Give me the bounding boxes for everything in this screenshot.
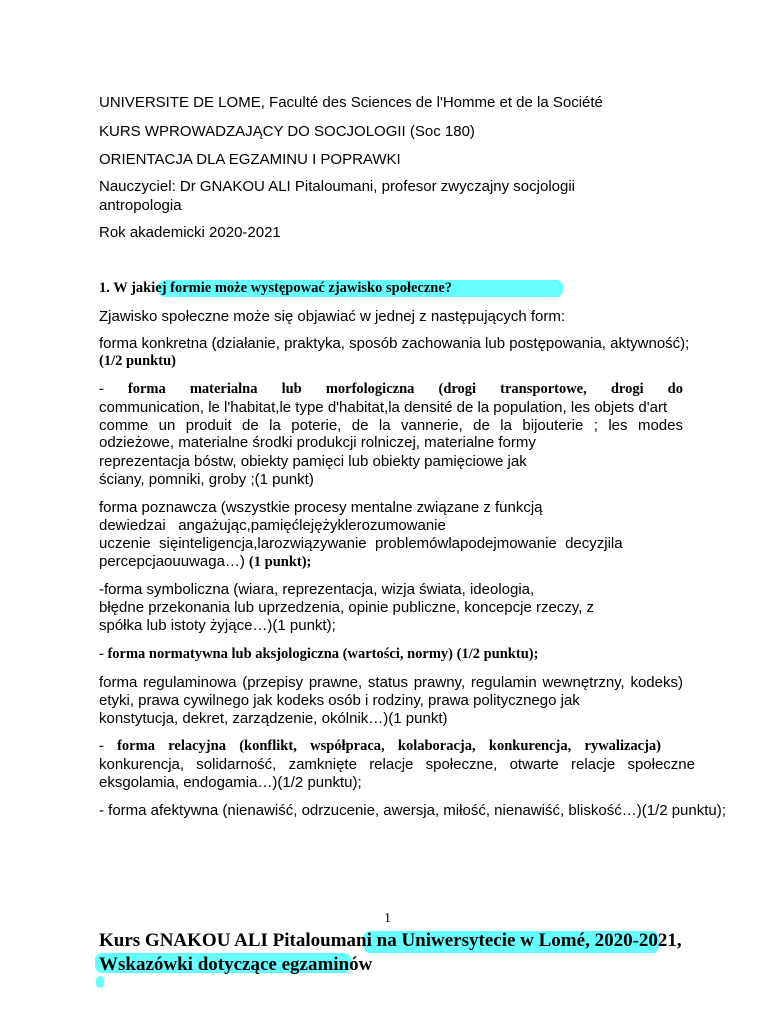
normative-form: - forma normatywna lub aksjologiczna (wartości, normy) (1/2 punktu); xyxy=(99,646,539,662)
cognitive-form-points: (1 punkt); xyxy=(248,554,312,570)
course-title: KURS WPROWADZAJĄCY DO SOCJOLOGII (Soc 180) xyxy=(99,123,475,140)
regulatory-form-line-2: etyki, prawa cywilnego jak kodeks osób i rodziny, prawa politycznego jak xyxy=(99,692,580,709)
material-form-line-4: odzieżowe, materialne środki produkcji rolniczej, materialne formy xyxy=(99,434,536,451)
footer-line-2: Wskazówki dotyczące egzaminów xyxy=(99,954,373,975)
teacher-line-2: antropologia xyxy=(99,197,182,214)
intro-text: Zjawisko społeczne może się objawiać w jednej z następujących form: xyxy=(99,308,566,325)
material-form-line-2: communication, le l'habitat,le type d'habitat,la densité de la population, les objets d'art xyxy=(99,399,668,416)
symbolic-form-line-3: spółka lub istoty żyjące…)(1 punkt); xyxy=(99,617,336,634)
material-form-line-5: reprezentacja bóstw, obiekty pamięci lub obiekty pamięciowe jak xyxy=(99,453,527,470)
footer-line-1: Kurs GNAKOU ALI Pitaloumani na Uniwersytecie w Lomé, 2020-2021, xyxy=(99,930,682,951)
material-form-line-1: - forma materialna lub morfologiczna (drogi transportowe, drogi do xyxy=(99,381,683,397)
material-form-line-6: ściany, pomniki, groby ;(1 punkt) xyxy=(99,471,314,488)
cognitive-form-line-4: percepcjaouuwaga…) (1 punkt); xyxy=(99,553,312,570)
regulatory-form-line-3: konstytucja, dekret, zarządzenie, okólnik…)(1 punkt) xyxy=(99,710,448,727)
concrete-form-points: (1/2 punktu) xyxy=(99,353,176,369)
academic-year: Rok akademicki 2020-2021 xyxy=(99,224,281,241)
relational-form-line-3: eksgolamia, endogamia…)(1/2 punktu); xyxy=(99,774,362,791)
relational-form-line-1: - forma relacyjna (konflikt, współpraca, kolaboracja, konkurencja, rywalizacja) xyxy=(99,738,661,754)
footer-text xyxy=(99,929,682,977)
orientation-title: ORIENTACJA DLA EGZAMINU I POPRAWKI xyxy=(99,151,401,168)
symbolic-form-line-2: błędne przekonania lub uprzedzenia, opinie publiczne, koncepcje rzeczy, z xyxy=(99,599,595,616)
material-form-line-3: comme un produit de la poterie, de la vannerie, de la bijouterie ; les modes xyxy=(99,417,683,434)
concrete-form-line-1: forma konkretna (działanie, praktyka, sposób zachowania lub postępowania, aktywność); xyxy=(99,335,690,352)
university-line: UNIVERSITE DE LOME, Faculté des Sciences de l'Homme et de la Société xyxy=(99,94,603,111)
cognitive-form-line-1: forma poznawcza (wszystkie procesy mentalne związane z funkcją xyxy=(99,499,543,516)
affective-form: - forma afektywna (nienawiść, odrzucenie, awersja, miłość, nienawiść, bliskość…)(1/2 punktu); xyxy=(99,802,726,819)
relational-form-line-2: konkurencja, solidarność, zamknięte relacje społeczne, otwarte relacje społeczne xyxy=(99,756,695,773)
regulatory-form-line-1: forma regulaminowa (przepisy prawne, status prawny, regulamin wewnętrzny, kodeks) xyxy=(99,674,683,691)
question-title: 1. W jakiej formie może występować zjawisko społeczne? xyxy=(99,280,453,296)
page-number: 1 xyxy=(384,911,391,926)
cognitive-form-line-3: uczenie sięinteligencja,larozwiązywanie problemówlapodejmowanie decyzjila xyxy=(99,535,623,552)
teacher-line-1: Nauczyciel: Dr GNAKOU ALI Pitaloumani, profesor zwyczajny socjologii xyxy=(99,178,576,195)
footer-highlight-3 xyxy=(96,976,104,988)
cognitive-form-line-2: dewiedzai angażując,pamięćlejężyklerozumowanie xyxy=(99,517,446,534)
symbolic-form-line-1: -forma symboliczna (wiara, reprezentacja, wizja świata, ideologia, xyxy=(99,581,535,598)
